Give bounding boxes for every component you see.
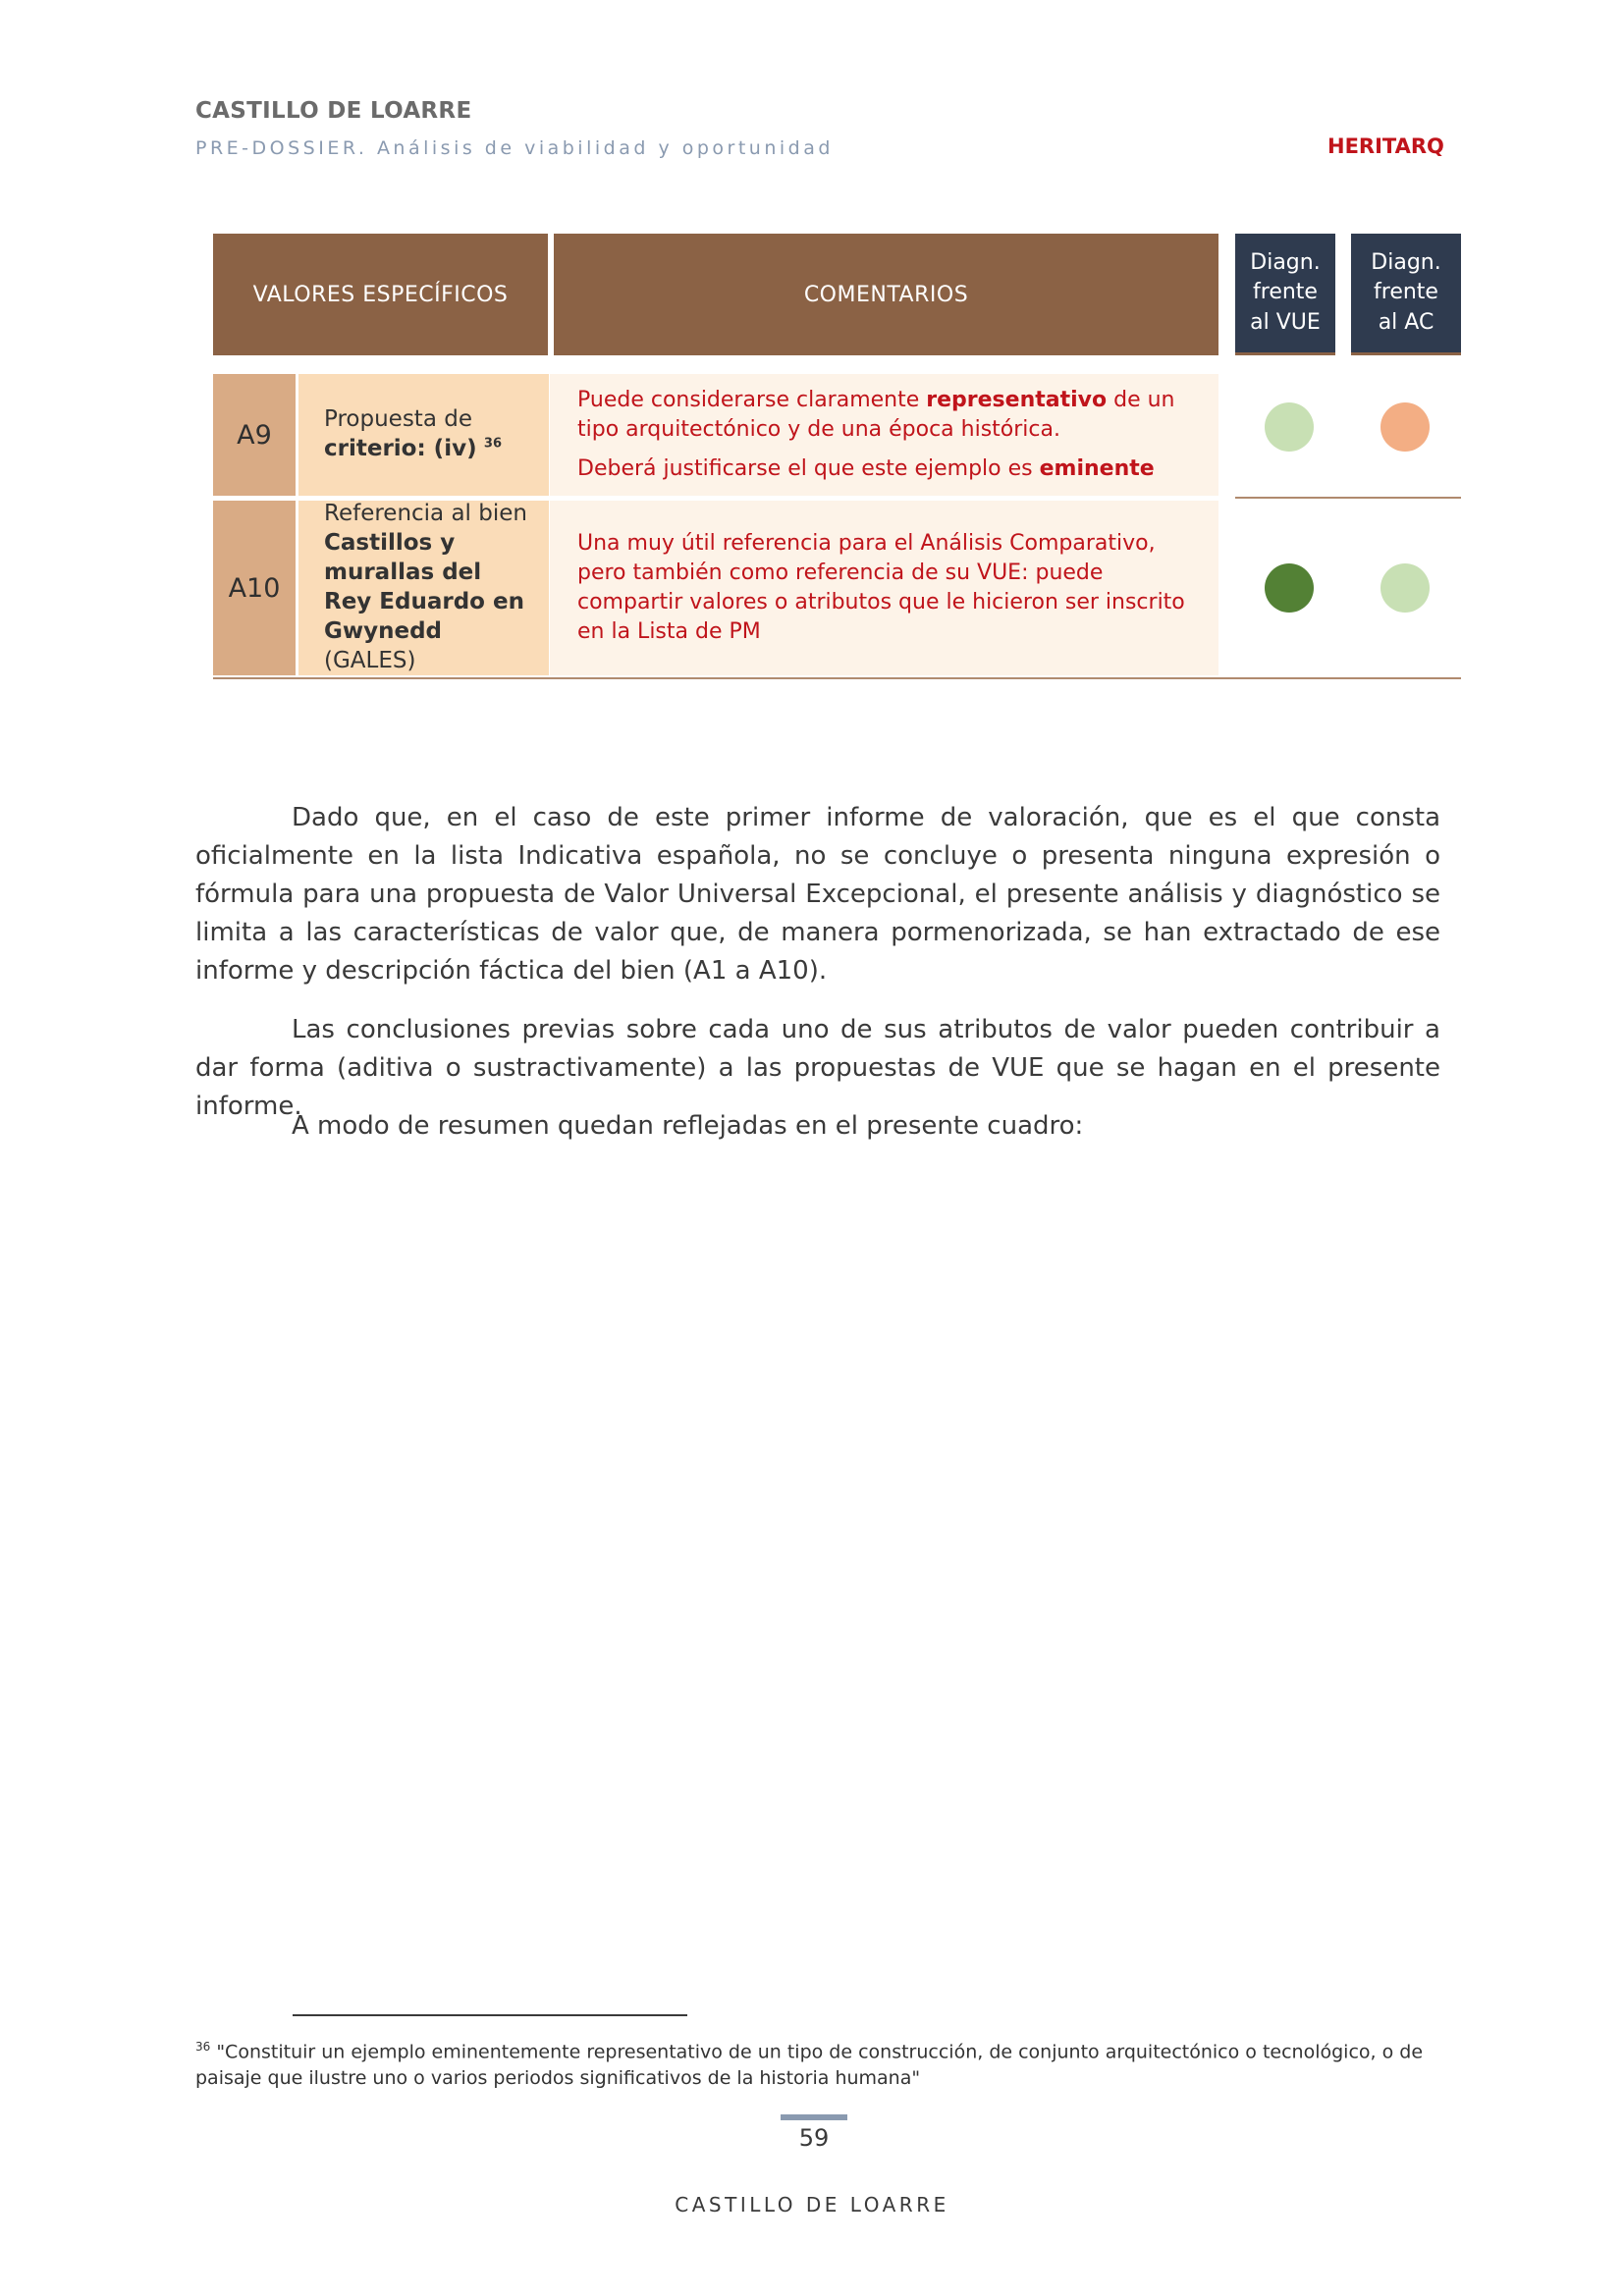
diag-ac-line-3: al AC: [1378, 309, 1435, 335]
comment-a9-emphasis-2: eminente: [1039, 455, 1155, 481]
comment-a9-text-2a: Deberá justificarse el que este ejemplo es: [577, 455, 1040, 481]
comment-a9-text-1a: Puede considerarse claramente: [577, 388, 927, 413]
diag-ac-line-2: frente: [1374, 280, 1438, 305]
diagnosis-vue-a9-dot: [1265, 402, 1314, 452]
diag-ac-line-1: Diagn.: [1371, 249, 1441, 275]
page-number-bar: [781, 2114, 847, 2120]
body-paragraph-3: A modo de resumen quedan reflejadas en el presente cuadro:: [292, 1111, 1084, 1141]
diag-vue-line-3: al VUE: [1250, 309, 1321, 335]
footnote-number: 36: [195, 2040, 211, 2054]
row-comment-a10: [550, 501, 1218, 675]
table-rule-a9: [1235, 497, 1461, 499]
row-label-a10-post: (GALES): [324, 647, 416, 673]
comment-a9-paragraph-1: [577, 386, 1193, 445]
diagnosis-vue-a10-dot: [1265, 563, 1314, 613]
page-number: 59: [798, 2124, 830, 2152]
row-label-a9: [298, 374, 549, 496]
footnote-ref-36: 36: [483, 436, 502, 452]
diag-vue-line-1: Diagn.: [1250, 249, 1321, 275]
comment-a9-paragraph-2: [577, 454, 1193, 484]
row-code-a10: A10: [213, 501, 296, 675]
comment-a10-paragraph: Una muy útil referencia para el Análisis Comparativo, pero también como referencia de su VUE: puede compartir valores o atributos que le hicieron ser inscrito en la Lista de PM: [577, 530, 1185, 645]
column-header-comments: [554, 234, 1218, 355]
comment-a9-text-1b: de un tipo arquitectónico y de una época histórica.: [577, 388, 1175, 443]
row-label-a10-bold: Castillos y murallas del Rey Eduardo en Gwynedd: [324, 530, 524, 644]
diag-vue-line-2: frente: [1253, 280, 1318, 305]
diagnosis-ac-a9-dot: [1380, 402, 1430, 452]
row-label-a9-plain: Propuesta de: [324, 406, 472, 433]
body-paragraph-1: Dado que, en el caso de este primer informe de valoración, que es el que consta oficialmente en la lista Indicativa española, no se concluye o presenta ninguna expresión o fórmula para una propuesta de Valor Universal Excepcional, el presente análisis y diagnóstico se limita a las características de valor que, de manera pormenorizada, se han extractado de ese informe y descripción fáctica del bien (A1 a A10).: [195, 803, 1440, 986]
brand-name: HERITARQ: [1327, 134, 1444, 158]
column-header-values-label: VALORES ESPECÍFICOS: [252, 282, 509, 307]
footnote-separator: [293, 2014, 687, 2016]
row-label-a10-plain: Referencia al bien: [324, 501, 527, 527]
footnote-text: "Constituir un ejemplo eminentemente representativo de un tipo de construcción, de conjunto arquitectónico o tecnológico, o de paisaje que ilustre uno o varios periodos significativos de la historia humana": [195, 2041, 1424, 2090]
document-title: CASTILLO DE LOARRE: [195, 98, 472, 124]
body-paragraph-2: Las conclusiones previas sobre cada uno de sus atributos de valor pueden contribuir a dar forma (aditiva o sustractivamente) a las propuestas de VUE que se hagan en el presente informe.: [195, 1015, 1440, 1121]
column-header-values: [213, 234, 548, 355]
footer-title: CASTILLO DE LOARRE: [675, 2193, 949, 2216]
table-rule-bottom: [213, 677, 1461, 679]
column-header-diag-ac: [1351, 234, 1461, 355]
row-label-a10: [298, 501, 549, 675]
column-header-comments-label: COMENTARIOS: [803, 282, 969, 307]
comment-a9-emphasis-1: representativo: [926, 388, 1108, 413]
row-code-a9: A9: [213, 374, 296, 496]
diagnosis-ac-a10-dot: [1380, 563, 1430, 613]
column-header-diag-vue: [1235, 234, 1335, 355]
document-subtitle: PRE-DOSSIER. Análisis de viabilidad y oportunidad: [195, 137, 834, 159]
row-comment-a9: [550, 374, 1218, 496]
row-label-a9-bold: criterio: (iv): [324, 436, 477, 461]
footnote: [195, 2034, 1440, 2092]
